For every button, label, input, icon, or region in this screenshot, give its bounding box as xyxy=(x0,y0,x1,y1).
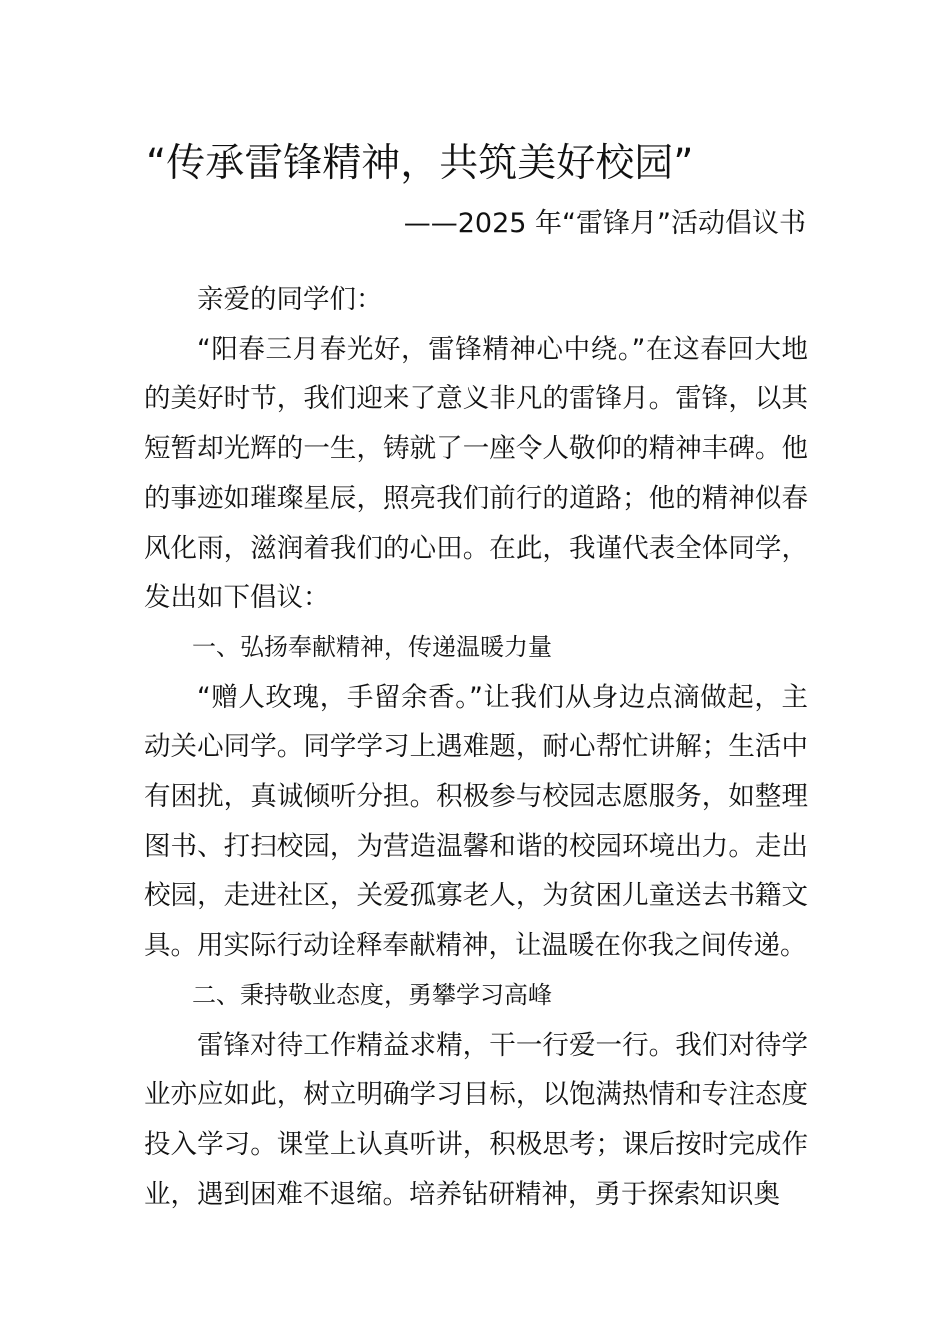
greeting: 亲爱的同学们： xyxy=(197,284,383,315)
paragraph-section-1: “赠人玫瑰，手留余香。”让我们从身边点滴做起，主动关心同学。同学学习上遇难题，耐心帮忙讲解；生活中有困扰，真诚倾听分担。积极参与校园志愿服务，如整理图书、打扫校园，为营造温馨和谐的校园环境出力。走出校园，走进社区，关爱孤寡老人，为贫困儿童送去书籍文具。用实际行动诠释奉献精神，让温暖在你我之间传递。 xyxy=(144,681,808,962)
section-heading-1: 一、弘扬奉献精神，传递温暖力量 xyxy=(192,632,552,661)
paragraph-intro: “阳春三月春光好，雷锋精神心中绕。”在这春回大地的美好时节，我们迎来了意义非凡的雷锋月。雷锋，以其短暂却光辉的一生，铸就了一座令人敬仰的精神丰碑。他的事迹如璀璨星辰，照亮我们前行的道路；他的精神似春风化雨，滋润着我们的心田。在此，我谨代表全体同学，发出如下倡议： xyxy=(144,333,808,614)
document-body xyxy=(144,275,808,1219)
paragraph-section-2: 雷锋对待工作精益求精，干一行爱一行。我们对待学业亦应如此，树立明确学习目标，以饱满热情和专注态度投入学习。课堂上认真听讲，积极思考；课后按时完成作业，遇到困难不退缩。培养钻研精神，勇于探索知识奥 xyxy=(144,1029,808,1210)
document-title: “传承雷锋精神，共筑美好校园” xyxy=(146,141,694,186)
section-heading-2: 二、秉持敬业态度，勇攀学习高峰 xyxy=(192,980,552,1009)
document-subtitle: ——2025 年“雷锋月”活动倡议书 xyxy=(403,208,806,239)
